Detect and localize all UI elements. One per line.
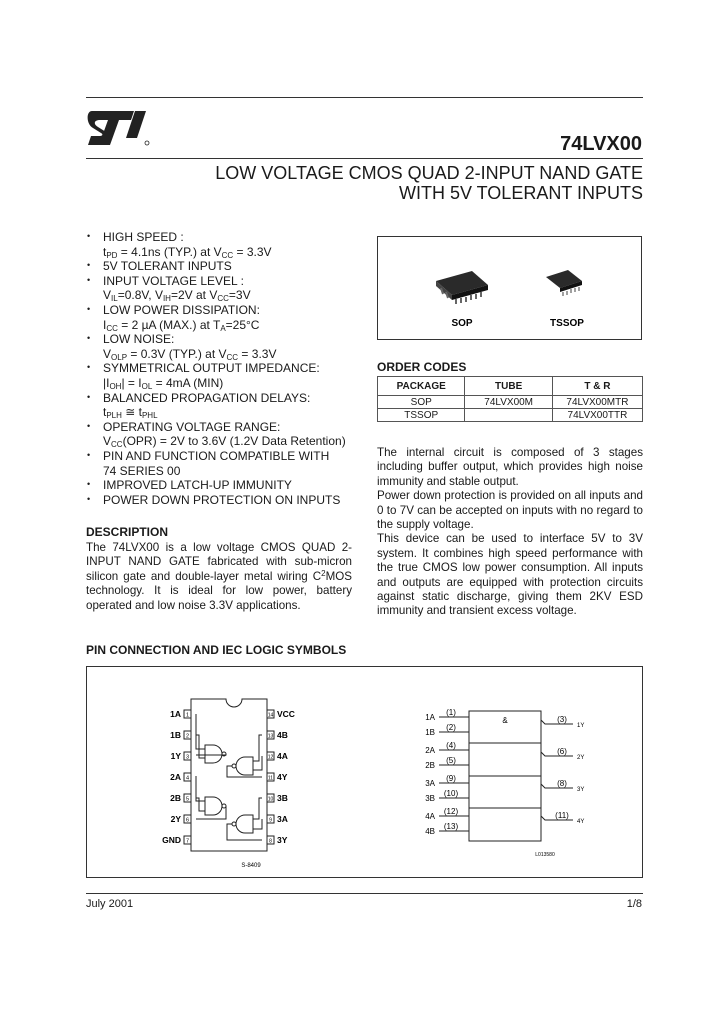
feature-item: • PIN AND FUNCTION COMPATIBLE WITH [86,449,366,464]
iec-input-number: (9) [446,774,456,783]
dip-pin-number: 13 [267,733,274,740]
dip-pin-number: 3 [185,754,190,761]
feature-item: • SYMMETRICAL OUTPUT IMPEDANCE: [86,361,366,376]
iec-input-label: 4A [425,812,435,821]
dip-pin-label: 1B [170,730,181,740]
table-cell: 74LVX00TTR [552,409,642,422]
dip-pin-label: 3Y [277,835,288,845]
order-codes-heading: ORDER CODES [377,360,467,374]
table-header-row [378,377,643,396]
sop-chip-image [436,271,488,304]
feature-detail: $V_{OLP} = 0.3V$ (TYP.) at $V_{CC} = 3.3V$ [103,346,277,362]
iec-output-number: (11) [555,811,569,820]
dip-pin-number: 5 [185,796,190,803]
table-cell [465,409,552,422]
iec-input-label: 1A [425,713,435,722]
table-cell: 74LVX00M [465,396,552,409]
iec-input-number: (1) [446,708,456,717]
feature-detail: $t_{PD} = 4.1ns$ (TYP.) at $V_{CC} = 3.3V$ [103,244,272,260]
iec-code: L013580 [535,852,555,858]
dip-pin-label: 2A [170,772,181,782]
feature-detail: $V_{IL}=0.8V$, $V_{IH}=2V$ at $V_{CC}=3V$ [103,288,251,304]
dip-pin-number: 10 [267,796,274,803]
feature-item: • 5V TOLERANT INPUTS [86,259,366,274]
iec-input-number: (13) [443,822,459,831]
dip-pin-number: 6 [185,817,190,824]
subtitle-line-2: WITH 5V TOLERANT INPUTS [398,183,643,203]
feature-detail: $t_{PLH}$ ≅ $t_{PHL}$ [103,405,158,421]
feature-item: • BALANCED PROPAGATION DELAYS: [86,391,366,406]
description-para-3: Power down protection is provided on all inputs and 0 to 7V can be accepted on inputs with no regard to the supply voltage. [377,489,643,532]
iec-input-number: (12) [443,807,459,816]
iec-input-number: (5) [446,756,456,765]
dip-pin-label: GND [162,835,181,845]
iec-input-label: 4B [425,827,435,836]
iec-input-label: 3B [425,794,435,803]
subtitle [215,163,643,203]
iec-and-symbol: & [502,716,508,725]
description-heading: DESCRIPTION [86,525,169,539]
iec-logic-symbol [425,708,584,858]
dip-pin-number: 1 [185,712,190,719]
iec-input-number: (4) [446,741,456,750]
footer-rule [86,893,643,894]
dip-pin-number: 12 [267,754,274,761]
part-number: 74LVX00 [560,133,642,155]
column-header: T & R [552,377,642,396]
dip-pin-number: 4 [185,775,190,782]
iec-output-label: 4Y [577,819,585,825]
table-row [378,409,643,422]
dip-pin-label: 1A [170,709,181,719]
iec-input-label: 1B [425,728,435,737]
iec-output-label: 2Y [577,755,585,761]
dip-pin-number: 14 [267,712,274,719]
feature-item: • OPERATING VOLTAGE RANGE: [86,420,366,435]
iec-input-label: 3A [425,779,435,788]
package-images [378,237,641,339]
description-continued [377,446,643,619]
dip-pin-number: 9 [269,817,272,824]
feature-item: • INPUT VOLTAGE LEVEL : [86,274,366,289]
feature-detail: 74 SERIES 00 [103,463,181,478]
iec-output-number: (8) [557,779,567,788]
st-logo [86,108,152,148]
subtitle-line-1: LOW VOLTAGE CMOS QUAD 2-INPUT NAND GATE [215,163,643,183]
dip-pin-label: 1Y [170,751,181,761]
dip-pin-label: 3B [277,793,288,803]
description-para-1: The 74LVX00 is a low voltage CMOS QUAD 2-INPUT NAND GATE fabricated with sub-micron silicon gate and double-layer metal wiring $C^2MOS$ technology. It is ideal for low power, battery operated and low noise 3.3V applications. [86,541,352,612]
iec-output-label: 1Y [577,723,585,729]
description-para-4: This device can be used to interface 5V to 3V system. It combines high speed performance with the true CMOS low power consumption. All inputs and outputs are equipped with protection circuits against static discharge, giving them 2KV ESD immunity and transient excess voltage. [377,532,643,618]
column-header: TUBE [465,377,552,396]
dip-pin-number: 8 [269,838,272,845]
iec-output-number: (3) [557,715,567,724]
table-row [378,396,643,409]
dip-pin-label: 4A [277,751,288,761]
dip-pin-number: 11 [267,775,274,782]
dip-pin-label: 3A [277,814,288,824]
package-box [377,236,642,340]
table-cell: 74LVX00MTR [552,396,642,409]
tssop-label: TSSOP [550,318,584,329]
dip-pin-label: VCC [277,709,295,719]
iec-output-number: (6) [557,747,567,756]
tssop-chip-image [546,270,582,296]
dip-package [162,699,295,869]
order-codes-table [377,376,643,422]
feature-item: • LOW NOISE: [86,332,366,347]
feature-list [86,230,366,507]
sop-label: SOP [451,318,473,329]
dip-pin-number: 2 [185,733,190,740]
description-para-2: The internal circuit is composed of 3 stages including buffer output, which provides high noise immunity and stable output. [377,446,643,488]
pin-diagram-box [86,666,643,878]
footer-date: July 2001 [86,898,134,910]
dip-code: S-8409 [241,863,261,869]
iec-input-label: 2B [425,761,435,770]
column-header: PACKAGE [378,377,465,396]
feature-detail: $I_{CC} = 2$ µA (MAX.) at $T_A=25^\circ C$ [103,317,260,333]
iec-output-label: 3Y [577,787,585,793]
dip-pin-label: 4B [277,730,288,740]
feature-detail: $V_{CC}(OPR) = 2V$ to 3.6V (1.2V Data Retention) [103,434,346,450]
feature-detail: $|I_{OH}| = I_{OL} = 4mA$ (MIN) [103,375,224,391]
iec-input-label: 2A [425,746,435,755]
dip-pin-number: 7 [185,838,190,845]
iec-input-number: (2) [446,723,456,732]
feature-item: • HIGH SPEED : [86,230,366,245]
footer-page-number: 1/8 [626,898,642,910]
feature-item: • IMPROVED LATCH-UP IMMUNITY [86,478,366,493]
dip-pin-label: 4Y [277,772,288,782]
table-cell: SOP [378,396,465,409]
feature-item: • LOW POWER DISSIPATION: [86,303,366,318]
header-bottom-rule [86,158,643,159]
iec-input-number: (10) [443,789,459,798]
dip-pin-label: 2Y [170,814,181,824]
header-top-rule [86,97,643,98]
dip-pin-label: 2B [170,793,181,803]
pin-diagram [87,667,642,877]
table-cell: TSSOP [378,409,465,422]
feature-item: • POWER DOWN PROTECTION ON INPUTS [86,493,366,508]
pin-section-heading: PIN CONNECTION AND IEC LOGIC SYMBOLS [86,643,347,657]
